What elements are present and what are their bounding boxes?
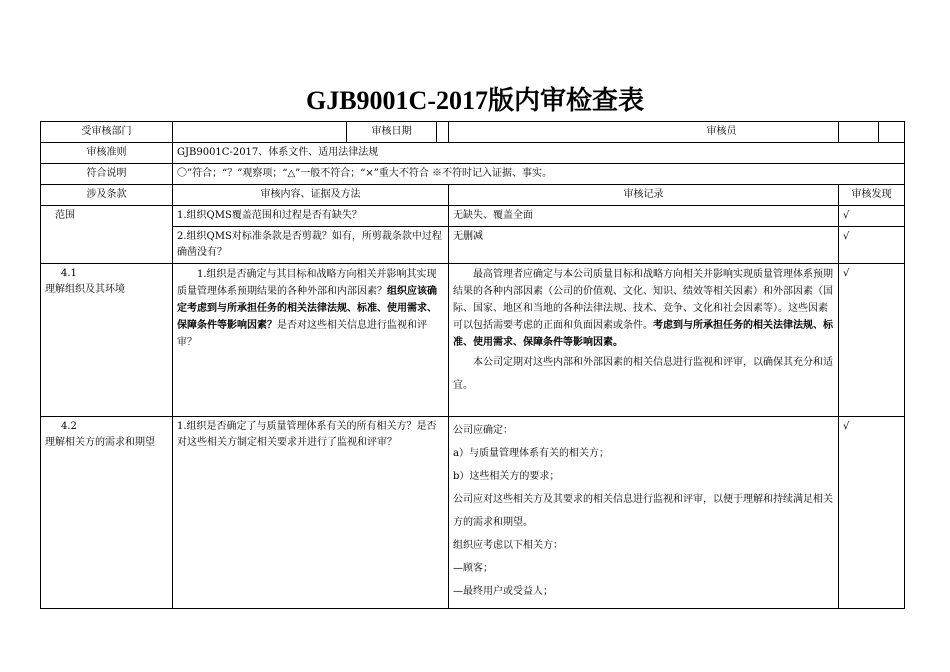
auditor-extra[interactable]	[879, 122, 905, 143]
finding-cell: √	[839, 417, 905, 609]
symbol-label: 符合说明	[41, 164, 173, 185]
finding-cell: √	[839, 264, 905, 417]
record-bold: 考虑到与所承担任务的相关法律法规、标准、使用需求、保障条件等影响因素。	[453, 320, 833, 348]
symbol-value: 〇”符合；“？”观察项；“△”一般不符合；“×”重大不符合 ※不符时记入证据、事实。	[173, 164, 905, 185]
header-row-criteria	[41, 143, 905, 164]
header-row-symbols	[41, 164, 905, 185]
finding-cell: √	[839, 206, 905, 227]
column-header-finding: 审核发现	[839, 185, 905, 206]
column-header-row	[41, 185, 905, 206]
record-cell	[449, 417, 839, 609]
criteria-value: GJB9001C-2017、体系文件、适用法律法规	[173, 143, 905, 164]
question-cell	[173, 264, 449, 417]
clause-name: 理解相关方的需求和期望	[45, 437, 155, 448]
question-cell: 2.组织QMS对标准条款是否剪裁？如有，所剪裁条款中过程确凿没有？	[173, 227, 449, 264]
record-line: 公司应确定：	[453, 425, 513, 436]
clause-name: 理解组织及其环境	[45, 284, 125, 295]
dept-value[interactable]	[173, 122, 347, 143]
record-part: 最高管理者应确定与本公司质量目标和战略方向相关并影响实现质量管理体系预期结果的各种内部因素（公司的价值观、文化、知识、绩效等相关因素）和外部因素（国际、国家、地区和当地的各种法律法规、技术、竞争、文化和社会因素等）。这些因素可以包括需要考虑的正面和负面因素或条件。	[453, 269, 833, 331]
table-row	[41, 264, 905, 417]
column-header-clause: 涉及条款	[41, 185, 173, 206]
record-cell	[449, 264, 839, 417]
date-value[interactable]	[437, 122, 449, 143]
auditor-label: 审核员	[449, 122, 839, 143]
question-bold: 组织应该确定考虑到与所承担任务的相关法律法规、标准、使用需求、保障条件等影响因素？	[177, 286, 437, 331]
header-row-dept	[41, 122, 905, 143]
record-line: —顾客；	[453, 563, 493, 574]
question-part: 是否对这些相关信息进行监视和评审？	[177, 320, 427, 348]
question-cell: 1.组织是否确定了与质量管理体系有关的所有相关方？是否对这些相关方制定相关要求并进行了监视和评审？	[173, 417, 449, 609]
clause-number: 4.2	[61, 421, 77, 432]
record-text: 本公司定期对这些内部和外部因素的相关信息进行监视和评审，以确保其充分和适宜。	[453, 357, 833, 391]
record-cell: 无删减	[449, 227, 839, 264]
clause-scope: 范围	[41, 206, 173, 264]
dept-label: 受审核部门	[41, 122, 173, 143]
record-line: 组织应考虑以下相关方：	[453, 540, 563, 551]
record-line: 公司应对这些相关方及其要求的相关信息进行监视和评审，以便于理解和持续满足相关方的需求和期望。	[453, 494, 833, 528]
record-line: —最终用户或受益人；	[453, 586, 553, 597]
page-title: GJB9001C-2017版内审检查表	[305, 86, 644, 115]
clause-cell	[41, 264, 173, 417]
auditor-value[interactable]	[839, 122, 879, 143]
criteria-label: 审核准则	[41, 143, 173, 164]
clause-number: 4.1	[61, 268, 77, 279]
column-header-record: 审核记录	[449, 185, 839, 206]
finding-cell: √	[839, 227, 905, 264]
record-text	[453, 266, 834, 351]
column-header-content: 审核内容、证据及方法	[173, 185, 449, 206]
record-line: a）与质量管理体系有关的相关方；	[453, 448, 609, 459]
question-text	[177, 266, 444, 351]
table-row	[41, 417, 905, 609]
record-line: b）这些相关方的要求；	[453, 471, 560, 482]
table-row	[41, 206, 905, 227]
audit-checklist-table	[40, 121, 905, 609]
date-label: 审核日期	[347, 122, 437, 143]
question-part: 1.组织是否确定与其目标和战略方向相关并影响其实现质量管理体系预期结果的各种外部和内部因素？	[177, 269, 437, 297]
question-cell: 1.组织QMS覆盖范围和过程是否有缺失？	[173, 206, 449, 227]
clause-cell	[41, 417, 173, 609]
record-cell: 无缺失、覆盖全面	[449, 206, 839, 227]
